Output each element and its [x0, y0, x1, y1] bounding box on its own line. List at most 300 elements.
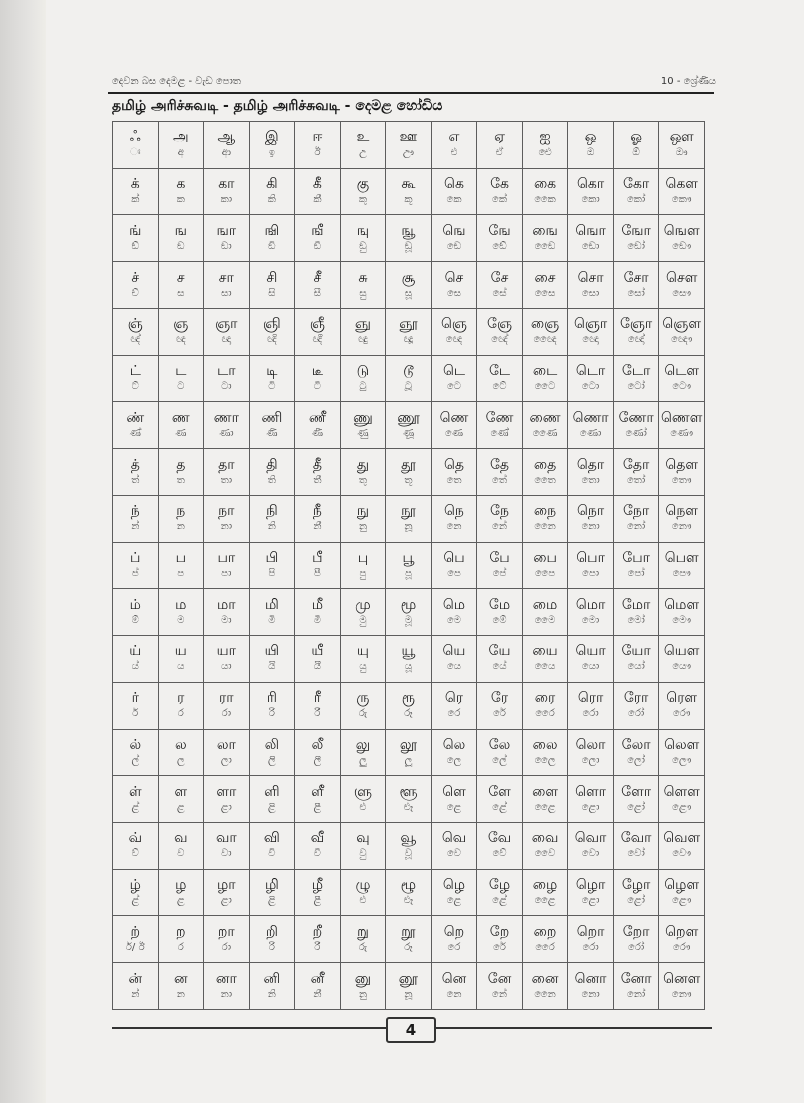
- sinhala-equivalent: සු: [359, 287, 367, 299]
- sinhala-equivalent: ඞෛ: [534, 240, 556, 252]
- tamil-letter: லோ: [621, 736, 651, 753]
- running-header-left: දෙවන බස දෙමළ - වැඩ පොත: [112, 76, 241, 87]
- letter-cell: [659, 495, 705, 542]
- table-row: [113, 729, 705, 776]
- table-row: [113, 869, 705, 916]
- sinhala-equivalent: ආ: [221, 147, 231, 159]
- tamil-letter: டூ: [403, 363, 414, 380]
- sinhala-equivalent: රො: [582, 708, 599, 720]
- letter-cell: [477, 262, 523, 309]
- tamil-letter: மூ: [400, 596, 417, 613]
- letter-cell: [340, 589, 386, 636]
- tamil-letter: ழூ: [400, 877, 417, 894]
- sinhala-equivalent: මා: [221, 614, 232, 626]
- sinhala-equivalent: ලෙ: [446, 754, 462, 766]
- letter-cell: [158, 776, 204, 823]
- tamil-letter: நொ: [576, 503, 605, 520]
- sinhala-equivalent: ළෙ: [446, 895, 462, 907]
- letter-cell: [386, 729, 432, 776]
- tamil-letter: வ: [174, 830, 188, 847]
- letter-cell: [431, 355, 477, 402]
- letter-cell: [295, 916, 341, 963]
- tamil-letter: கை: [533, 176, 557, 193]
- letter-cell: [158, 215, 204, 262]
- letter-cell: [158, 916, 204, 963]
- sinhala-equivalent: ළු: [359, 895, 367, 907]
- tamil-letter: னீ: [310, 970, 325, 987]
- table-row: [113, 916, 705, 963]
- letter-cell: [522, 963, 568, 1010]
- letter-cell: [158, 589, 204, 636]
- sinhala-equivalent: රා: [221, 708, 231, 720]
- tamil-letter: றோ: [622, 923, 650, 940]
- letter-cell: [613, 963, 659, 1010]
- letter-cell: [431, 682, 477, 729]
- tamil-letter: செ: [444, 269, 464, 286]
- sinhala-equivalent: ඖ: [675, 147, 688, 159]
- letter-cell: [158, 262, 204, 309]
- sinhala-equivalent: සි: [268, 287, 276, 299]
- sinhala-equivalent: ය්: [131, 661, 139, 673]
- tamil-letter: வூ: [400, 830, 417, 847]
- tamil-letter: வி: [263, 830, 280, 847]
- letter-cell: [204, 869, 250, 916]
- letter-cell: [431, 729, 477, 776]
- letter-cell: [659, 682, 705, 729]
- tamil-letter: ஙௌ: [663, 222, 700, 239]
- letter-cell: [659, 355, 705, 402]
- tamil-letter: ஙே: [488, 222, 511, 239]
- letter-cell: [386, 168, 432, 215]
- letter-cell: [204, 589, 250, 636]
- alphabet-table: [112, 121, 705, 1010]
- title-separator-2: -: [339, 98, 356, 114]
- tamil-letter: வா: [215, 830, 237, 847]
- letter-cell: [113, 215, 159, 262]
- page-number: 4: [386, 1017, 436, 1043]
- sinhala-equivalent: තෛ: [534, 474, 556, 486]
- sinhala-equivalent: ළී: [313, 895, 322, 907]
- tamil-letter: இ: [265, 129, 279, 146]
- tamil-letter: மோ: [621, 596, 651, 613]
- tamil-letter: ழு: [355, 877, 371, 894]
- sinhala-equivalent: සෞ: [672, 287, 691, 299]
- table-row: [113, 122, 705, 169]
- sinhala-equivalent: ණො: [579, 427, 602, 439]
- sinhala-equivalent: යා: [221, 661, 232, 673]
- tamil-letter: நே: [490, 503, 509, 520]
- letter-cell: [295, 168, 341, 215]
- tamil-letter: சே: [490, 269, 509, 286]
- sinhala-equivalent: යෝ: [627, 661, 645, 673]
- sinhala-equivalent: නා: [220, 521, 233, 533]
- tamil-letter: ரீ: [313, 690, 321, 707]
- letter-cell: [477, 122, 523, 169]
- letter-cell: [204, 916, 250, 963]
- tamil-letter: ணீ: [308, 409, 326, 426]
- tamil-letter: சீ: [313, 269, 322, 286]
- sinhala-equivalent: නෛ: [534, 988, 556, 1000]
- sinhala-equivalent: ණෙ: [444, 427, 463, 439]
- sinhala-equivalent: ඥ්: [130, 334, 141, 346]
- tamil-letter: னை: [531, 970, 559, 987]
- letter-cell: [386, 682, 432, 729]
- tamil-letter: போ: [622, 549, 650, 566]
- tamil-letter: ஞு: [354, 316, 371, 333]
- tamil-letter: னௌ: [663, 970, 701, 987]
- sinhala-equivalent: ටී: [313, 381, 321, 393]
- letter-cell: [568, 916, 614, 963]
- letter-cell: [158, 122, 204, 169]
- letter-cell: [568, 122, 614, 169]
- letter-cell: [113, 869, 159, 916]
- sinhala-equivalent: ලූ: [404, 754, 413, 766]
- letter-cell: [249, 682, 295, 729]
- letter-cell: [249, 449, 295, 496]
- sinhala-equivalent: ණු: [357, 427, 369, 439]
- sinhala-equivalent: ඊ: [314, 147, 321, 159]
- letter-cell: [295, 542, 341, 589]
- tamil-letter: ளூ: [399, 783, 418, 800]
- letter-cell: [340, 168, 386, 215]
- tamil-letter: லெ: [442, 736, 466, 753]
- sinhala-equivalent: වෛ: [534, 848, 556, 860]
- tamil-letter: ரி: [266, 690, 277, 707]
- sinhala-equivalent: තෙ: [446, 474, 462, 486]
- letter-cell: [113, 963, 159, 1010]
- tamil-letter: யி: [264, 643, 280, 660]
- letter-cell: [204, 168, 250, 215]
- sinhala-equivalent: රො: [582, 941, 599, 953]
- letter-cell: [386, 869, 432, 916]
- letter-cell: [295, 589, 341, 636]
- letter-cell: [522, 495, 568, 542]
- table-row: [113, 963, 705, 1010]
- letter-cell: [659, 168, 705, 215]
- sinhala-equivalent: තෝ: [626, 474, 646, 486]
- tamil-letter: வௌ: [663, 830, 701, 847]
- sinhala-equivalent: ඞූ: [404, 240, 413, 252]
- letter-cell: [522, 729, 568, 776]
- page-title: [112, 98, 442, 116]
- tamil-letter: ஓ: [630, 129, 642, 146]
- letter-cell: [295, 215, 341, 262]
- letter-cell: [477, 308, 523, 355]
- table-row: [113, 168, 705, 215]
- tamil-letter: கொ: [576, 176, 605, 193]
- tamil-letter: ந்: [130, 503, 140, 520]
- letter-cell: [431, 823, 477, 870]
- sinhala-equivalent: නෙ: [446, 988, 462, 1000]
- sinhala-equivalent: යේ: [492, 661, 507, 673]
- tamil-letter: ஞ: [173, 316, 189, 333]
- tamil-letter: ச்: [131, 269, 140, 286]
- letter-cell: [204, 542, 250, 589]
- sinhala-equivalent: ඥු: [358, 334, 368, 346]
- letter-cell: [158, 168, 204, 215]
- letter-cell: [204, 495, 250, 542]
- tamil-letter: ய்: [129, 643, 142, 660]
- tamil-letter: ஙீ: [311, 222, 324, 239]
- tamil-letter: ழீ: [311, 877, 324, 894]
- letter-cell: [158, 495, 204, 542]
- sinhala-equivalent: ටා: [221, 381, 232, 393]
- letter-cell: [340, 122, 386, 169]
- table-row: [113, 636, 705, 683]
- sinhala-equivalent: නූ: [404, 988, 413, 1000]
- letter-cell: [659, 215, 705, 262]
- letter-cell: [249, 122, 295, 169]
- letter-cell: [249, 823, 295, 870]
- sinhala-equivalent: තො: [581, 474, 600, 486]
- letter-cell: [613, 402, 659, 449]
- running-header-right: 10 - ශ්‍රේණිය: [660, 76, 716, 87]
- letter-cell: [613, 636, 659, 683]
- tamil-letter: றூ: [401, 923, 416, 940]
- letter-cell: [340, 916, 386, 963]
- letter-cell: [522, 355, 568, 402]
- sinhala-equivalent: කෝ: [626, 194, 646, 206]
- tamil-letter: டீ: [311, 363, 323, 380]
- tamil-letter: யூ: [401, 643, 416, 660]
- tamil-letter: தெ: [443, 456, 464, 473]
- sinhala-equivalent: ඥේ: [491, 334, 508, 346]
- sinhala-equivalent: න්: [131, 521, 140, 533]
- tamil-letter: வொ: [574, 830, 607, 847]
- tamil-letter: டா: [217, 363, 236, 380]
- letter-cell: [386, 542, 432, 589]
- letter-cell: [249, 402, 295, 449]
- sinhala-equivalent: ර: [177, 941, 184, 953]
- letter-cell: [295, 823, 341, 870]
- sinhala-equivalent: නෙ: [446, 521, 462, 533]
- tamil-letter: யா: [216, 643, 236, 660]
- sinhala-equivalent: ඞේ: [492, 240, 507, 252]
- tamil-letter: ணொ: [572, 409, 609, 426]
- letter-cell: [613, 542, 659, 589]
- sinhala-equivalent: ලා: [220, 754, 232, 766]
- letter-cell: [522, 589, 568, 636]
- sinhala-equivalent: සෝ: [627, 287, 645, 299]
- sinhala-equivalent: ලී: [313, 754, 322, 766]
- tamil-letter: ர்: [131, 690, 139, 707]
- letter-cell: [249, 262, 295, 309]
- letter-cell: [113, 495, 159, 542]
- letter-cell: [340, 355, 386, 402]
- sinhala-equivalent: රී: [314, 708, 321, 720]
- tamil-letter: லௌ: [664, 736, 700, 753]
- sinhala-equivalent: කෛ: [534, 194, 556, 206]
- sinhala-equivalent: ළි: [268, 895, 276, 907]
- sinhala-equivalent: ඥී: [312, 334, 323, 346]
- table-row: [113, 589, 705, 636]
- sinhala-equivalent: නී: [313, 988, 322, 1000]
- letter-cell: [659, 963, 705, 1010]
- letter-cell: [204, 262, 250, 309]
- sinhala-equivalent: රි: [268, 941, 275, 953]
- tamil-letter: நௌ: [665, 503, 698, 520]
- letter-cell: [477, 682, 523, 729]
- letter-cell: [113, 122, 159, 169]
- tamil-letter: தீ: [312, 456, 322, 473]
- tamil-letter: ங்: [129, 222, 142, 239]
- sinhala-equivalent: යෙ: [446, 661, 461, 673]
- tamil-letter: ழோ: [621, 877, 651, 894]
- letter-cell: [431, 542, 477, 589]
- tamil-letter: தூ: [401, 456, 416, 473]
- tamil-letter: ழ: [175, 877, 187, 894]
- sinhala-equivalent: මේ: [492, 614, 507, 626]
- letter-cell: [431, 869, 477, 916]
- tamil-letter: ணி: [261, 409, 283, 426]
- sinhala-equivalent: වෞ: [672, 848, 691, 860]
- letter-cell: [158, 823, 204, 870]
- sinhala-equivalent: ඞා: [220, 240, 232, 252]
- letter-cell: [613, 215, 659, 262]
- tamil-letter: த: [176, 456, 186, 473]
- tamil-letter: தே: [489, 456, 510, 473]
- tamil-letter: தௌ: [665, 456, 699, 473]
- tamil-letter: டே: [488, 363, 511, 380]
- title-tamil: தமிழ் அரிச்சுவடி: [112, 98, 219, 114]
- sinhala-equivalent: ටි: [268, 381, 276, 393]
- sinhala-equivalent: ර්: [132, 708, 139, 720]
- letter-cell: [386, 449, 432, 496]
- sinhala-equivalent: ළෛ: [534, 895, 556, 907]
- sinhala-equivalent: සා: [221, 287, 232, 299]
- sinhala-equivalent: ලේ: [492, 754, 507, 766]
- sinhala-equivalent: නො: [581, 988, 600, 1000]
- sinhala-equivalent: න: [176, 988, 185, 1000]
- letter-cell: [477, 869, 523, 916]
- sinhala-equivalent: ටෛ: [534, 381, 556, 393]
- tamil-letter: றீ: [312, 923, 323, 940]
- letter-cell: [113, 262, 159, 309]
- sinhala-equivalent: රෝ: [628, 941, 645, 953]
- tamil-letter: ணை: [529, 409, 561, 426]
- letter-cell: [522, 682, 568, 729]
- tamil-letter: ரெ: [444, 690, 464, 707]
- tamil-letter: னு: [354, 970, 372, 987]
- sinhala-equivalent: වේ: [492, 848, 507, 860]
- sinhala-equivalent: මු: [359, 614, 367, 626]
- tamil-letter: ஞை: [530, 316, 560, 333]
- letter-cell: [249, 963, 295, 1010]
- tamil-letter: எ: [448, 129, 460, 146]
- tamil-letter: ஔ: [669, 129, 694, 146]
- letter-cell: [158, 869, 204, 916]
- sinhala-equivalent: මි: [268, 614, 276, 626]
- sinhala-equivalent: පො: [582, 567, 600, 579]
- table-row: [113, 262, 705, 309]
- table-row: [113, 682, 705, 729]
- letter-cell: [477, 963, 523, 1010]
- tamil-letter: ரை: [534, 690, 556, 707]
- letter-cell: [522, 916, 568, 963]
- letter-cell: [431, 308, 477, 355]
- tamil-letter: சொ: [577, 269, 604, 286]
- tamil-letter: க்: [130, 176, 140, 193]
- sinhala-equivalent: ඥෛ: [533, 334, 557, 346]
- sinhala-equivalent: ළේ: [492, 895, 507, 907]
- sinhala-equivalent: වෝ: [627, 848, 645, 860]
- sinhala-equivalent: ලෞ: [672, 754, 692, 766]
- tamil-letter: ண்: [126, 409, 145, 426]
- tamil-letter: ஞோ: [619, 316, 653, 333]
- sinhala-equivalent: ළෞ: [672, 895, 692, 907]
- letter-cell: [386, 122, 432, 169]
- sinhala-equivalent: ඒ: [495, 147, 504, 159]
- title-separator-1: -: [218, 98, 234, 114]
- letter-cell: [340, 823, 386, 870]
- sinhala-equivalent: තී: [313, 474, 322, 486]
- sinhala-equivalent: ළා: [220, 895, 232, 907]
- letter-cell: [386, 402, 432, 449]
- tamil-letter: சா: [218, 269, 234, 286]
- letter-cell: [568, 963, 614, 1010]
- letter-cell: [158, 308, 204, 355]
- letter-cell: [477, 495, 523, 542]
- tamil-letter: கௌ: [665, 176, 698, 193]
- sinhala-equivalent: ඓ: [538, 147, 552, 159]
- tamil-letter: ரொ: [577, 690, 604, 707]
- letter-cell: [568, 636, 614, 683]
- tamil-letter: ஞே: [487, 316, 512, 333]
- sinhala-equivalent: ළී: [313, 801, 322, 813]
- letter-cell: [613, 916, 659, 963]
- tamil-letter: உ: [356, 129, 370, 146]
- tamil-letter: ணெ: [439, 409, 469, 426]
- letter-cell: [340, 542, 386, 589]
- sinhala-equivalent: නේ: [492, 521, 507, 533]
- letter-cell: [477, 168, 523, 215]
- sinhala-equivalent: යෛ: [534, 661, 556, 673]
- tamil-letter: தா: [218, 456, 235, 473]
- letter-cell: [477, 776, 523, 823]
- letter-cell: [613, 168, 659, 215]
- sinhala-equivalent: මෞ: [672, 614, 691, 626]
- tamil-letter: மா: [217, 596, 236, 613]
- tamil-letter: சோ: [623, 269, 649, 286]
- letter-cell: [204, 823, 250, 870]
- tamil-letter: டை: [532, 363, 558, 380]
- tamil-letter: றௌ: [665, 923, 699, 940]
- sinhala-equivalent: නි: [267, 988, 276, 1000]
- letter-cell: [340, 963, 386, 1010]
- sinhala-equivalent: තා: [220, 474, 233, 486]
- sinhala-equivalent: නේ: [492, 988, 507, 1000]
- tamil-letter: க: [176, 176, 186, 193]
- tamil-letter: று: [357, 923, 369, 940]
- sinhala-equivalent: ඥ: [175, 334, 186, 346]
- alphabet-table-body: [113, 122, 705, 1010]
- letter-cell: [568, 495, 614, 542]
- letter-cell: [477, 916, 523, 963]
- letter-cell: [386, 589, 432, 636]
- letter-cell: [522, 215, 568, 262]
- letter-cell: [340, 729, 386, 776]
- tamil-letter: ரோ: [623, 690, 649, 707]
- sinhala-equivalent: ණී: [311, 427, 323, 439]
- letter-cell: [340, 682, 386, 729]
- tamil-letter: ஒ: [584, 129, 597, 146]
- letter-cell: [340, 402, 386, 449]
- sinhala-equivalent: ම්: [131, 614, 139, 626]
- tamil-letter: டு: [356, 363, 370, 380]
- letter-cell: [613, 589, 659, 636]
- letter-cell: [295, 776, 341, 823]
- tamil-letter: ளெ: [442, 783, 466, 800]
